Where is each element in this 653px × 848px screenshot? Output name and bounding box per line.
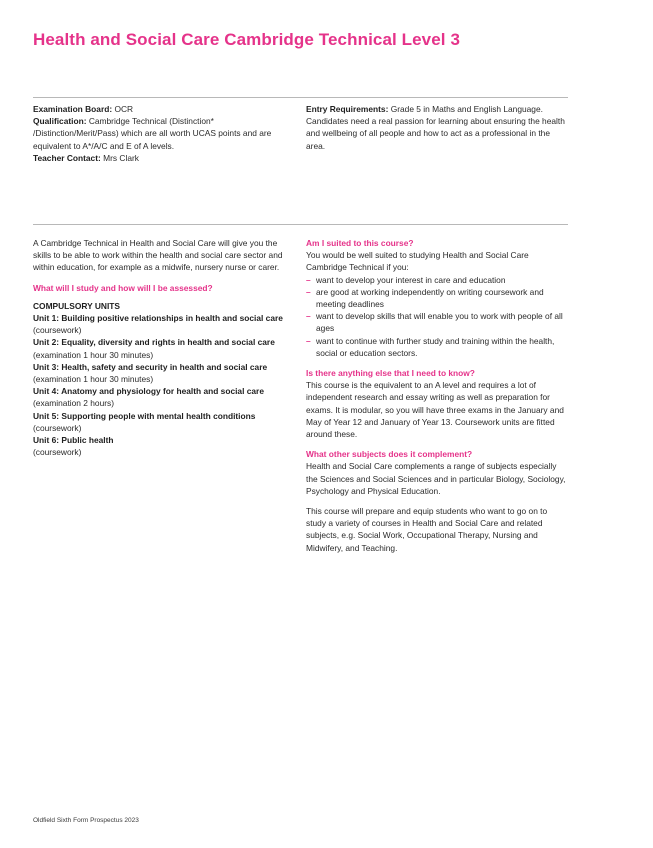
unit-2-title: Unit 2: Equality, diversity and rights in health and social care xyxy=(33,337,275,348)
dash-bullet: – xyxy=(306,335,311,346)
unit-2-assessment: (examination 1 hour 30 minutes) xyxy=(33,349,154,360)
list-item: – want to develop your interest in care and education xyxy=(306,274,506,285)
page-title: Health and Social Care Cambridge Technical Level 3 xyxy=(33,30,460,49)
unit-3-title: Unit 3: Health, safety and security in health and social care xyxy=(33,361,268,372)
anything-else-text: This course is the equivalent to an A level and requires a lot of independent research and essay writing as well as preparation for exams. It is modular, so you will have three exams in the January and May of Year 12 and January of Year 13. Coursework units are fitted around these. xyxy=(306,380,564,440)
unit-3-assessment: (examination 1 hour 30 minutes) xyxy=(33,374,154,385)
suited-list xyxy=(306,274,568,359)
teacher-contact-value: Mrs Clark xyxy=(103,152,139,163)
left-column xyxy=(33,237,295,458)
complement-text: Health and Social Care complements a range of subjects especially the Sciences and Social Sciences and in particular Biology, Sociology, Psychology and Physical Education. xyxy=(306,461,566,496)
unit-6-assessment: (coursework) xyxy=(33,447,82,458)
list-item: – want to develop skills that will enable you to work with people of all ages xyxy=(306,311,563,334)
course-info-right xyxy=(306,103,568,152)
list-item: – are good at working independently on writing coursework and meeting deadlines xyxy=(306,286,544,310)
suited-intro: You would be well suited to studying Health and Social Care Cambridge Technical if you: xyxy=(306,250,529,273)
right-column xyxy=(306,237,568,554)
prepare-text: This course will prepare and equip students who want to go on to study a variety of courses in Health and Social Care and related subjects, e.g. Social Work, Occupational Therapy, Nursing and Midwifery, and Teaching. xyxy=(306,506,548,553)
complement-heading: What other subjects does it complement? xyxy=(306,449,473,460)
course-info-left xyxy=(33,103,281,164)
intro-paragraph: A Cambridge Technical in Health and Social Care will give you the skills to be able to work within the health and social care sector and within education, for example as a midwife, nursery nurse or carer. xyxy=(33,238,283,273)
page-footer: Oldfield Sixth Form Prospectus 2023 xyxy=(33,817,139,824)
qualification-value: Cambridge Technical (Distinction* /Distinction/Merit/Pass) which are all worth UCAS points and are equivalent to A*/A/C and E of A levels. xyxy=(33,116,272,151)
unit-5-title: Unit 5: Supporting people with mental health conditions xyxy=(33,410,256,421)
unit-4-assessment: (examination 2 hours) xyxy=(33,398,114,409)
qualification-label: Qualification: xyxy=(33,116,87,127)
unit-4-title: Unit 4: Anatomy and physiology for health and social care xyxy=(33,386,264,397)
exam-board-value: OCR xyxy=(114,104,134,114)
dash-bullet: – xyxy=(306,286,311,297)
dash-bullet: – xyxy=(306,311,311,322)
top-divider xyxy=(33,97,568,98)
dash-bullet: – xyxy=(306,274,311,285)
compulsory-units-heading: COMPULSORY UNITS xyxy=(33,300,121,311)
unit-5-assessment: (coursework) xyxy=(33,422,82,433)
unit-6-title: Unit 6: Public health xyxy=(33,435,114,446)
suited-heading: Am I suited to this course? xyxy=(306,238,414,248)
exam-board-label: Examination Board: xyxy=(33,104,113,114)
list-item: – want to continue with further study and training within the health, social or education sectors. xyxy=(306,335,555,358)
unit-1-title: Unit 1: Building positive relationships in health and social care xyxy=(33,313,283,324)
entry-requirements-value: Grade 5 in Maths and English Language. Candidates need a real passion for learning about ensuring the health and wellbeing of all people and how to act as a professional in the area. xyxy=(306,104,565,151)
unit-1-assessment: (coursework) xyxy=(33,325,82,336)
middle-divider xyxy=(33,224,568,225)
anything-else-heading: Is there anything else that I need to know? xyxy=(306,368,475,379)
entry-requirements-label: Entry Requirements: xyxy=(306,104,389,114)
teacher-contact-label: Teacher Contact: xyxy=(33,152,101,163)
study-heading: What will I study and how will I be assessed? xyxy=(33,282,213,293)
